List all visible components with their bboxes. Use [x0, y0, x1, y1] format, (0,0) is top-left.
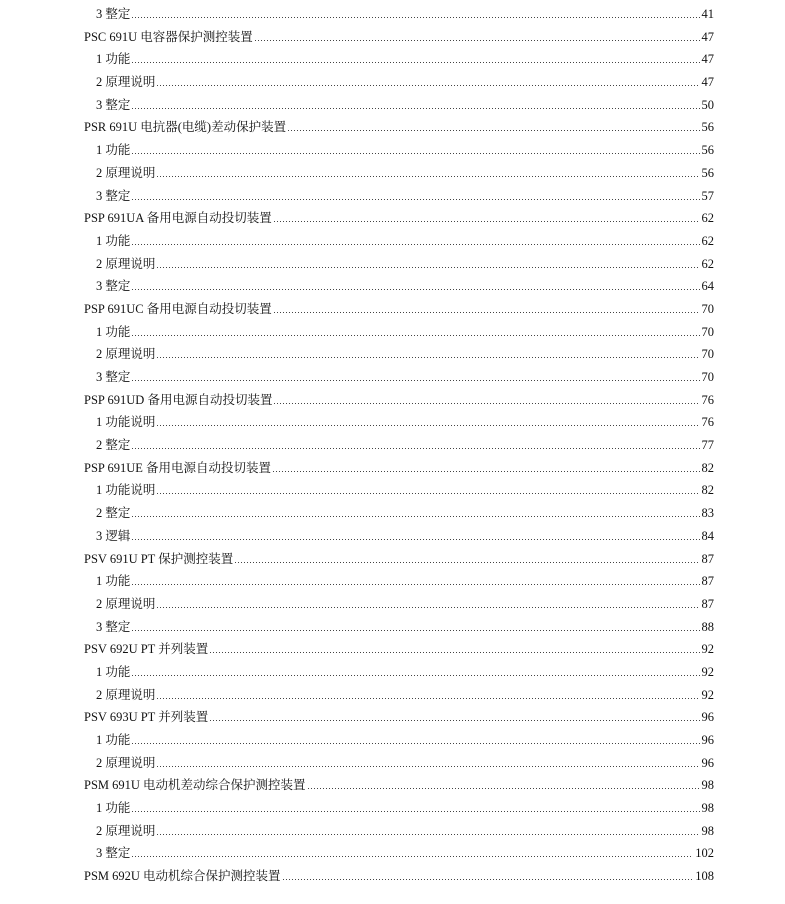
dot-leader: [157, 834, 699, 835]
toc-page-number: 70: [701, 301, 714, 316]
toc-page-number: 87: [701, 596, 714, 611]
toc-subsection-label: 2 整定: [96, 438, 131, 453]
toc-page-number: 96: [701, 710, 714, 725]
toc-page-number: 98: [701, 778, 714, 793]
toc-subsection-entry: [84, 275, 714, 298]
toc-subsection-label: 2 原理说明: [96, 596, 156, 611]
toc-page-number: 70: [701, 347, 714, 362]
dot-leader: [132, 335, 699, 336]
toc-subsection-entry: [84, 729, 714, 752]
toc-page-number: 70: [701, 324, 714, 339]
dot-leader: [132, 516, 699, 517]
toc-section-entry: [84, 548, 714, 571]
dot-leader: [132, 244, 699, 245]
toc-subsection-label: 2 原理说明: [96, 347, 156, 362]
toc-page-number: 87: [701, 551, 714, 566]
toc-subsection-entry: [84, 321, 714, 344]
toc-section-title: PSM 691U 电动机差动综合保护测控装置: [84, 778, 306, 793]
dot-leader: [157, 425, 699, 426]
toc-subsection-label: 3 整定: [96, 188, 131, 203]
toc-subsection-label: 3 整定: [96, 279, 131, 294]
toc-subsection-label: 1 功能: [96, 733, 131, 747]
dot-leader: [132, 380, 699, 381]
toc-subsection-entry: [84, 253, 714, 276]
toc-subsection-entry: [84, 411, 714, 434]
toc-page-number: 108: [695, 869, 714, 884]
dot-leader: [255, 40, 700, 41]
toc-subsection-entry: [84, 752, 714, 775]
dot-leader: [132, 153, 699, 154]
toc-subsection-label: 1 功能: [96, 324, 131, 339]
toc-section-entry: [84, 207, 714, 230]
toc-section-entry: [84, 26, 714, 49]
toc-subsection-entry: [84, 842, 714, 865]
toc-page-number: 92: [701, 664, 714, 679]
toc-subsection-entry: [84, 593, 714, 616]
toc-subsection-entry: [84, 684, 714, 707]
dot-leader: [157, 493, 699, 494]
dot-leader: [283, 879, 694, 880]
dot-leader: [157, 357, 699, 358]
toc-subsection-entry: [84, 525, 714, 548]
toc-section-title: PSC 691U 电容器保护测控装置: [84, 29, 253, 44]
dot-leader: [157, 176, 699, 177]
toc-section-title: PSV 693U PT 并列装置: [84, 710, 209, 725]
toc-subsection-label: 1 功能: [96, 801, 131, 816]
toc-page-number: 76: [701, 392, 714, 407]
toc-page-number: 56: [701, 143, 714, 158]
toc-page-number: 47: [701, 29, 714, 44]
toc-page-number: 82: [701, 460, 714, 475]
toc-subsection-label: 1 功能: [96, 664, 131, 679]
toc-section-title: PSV 692U PT 并列装置: [84, 642, 209, 657]
toc-subsection-entry: [84, 162, 714, 185]
toc-subsection-entry: [84, 479, 714, 502]
toc-section-entry: [84, 457, 714, 480]
toc-page-number: 62: [701, 233, 714, 248]
toc-page-number: 57: [701, 188, 714, 203]
toc-subsection-label: 3 整定: [96, 97, 131, 112]
toc-page-number: 92: [701, 642, 714, 657]
toc-subsection-entry: [84, 820, 714, 843]
toc-subsection-label: 1 功能: [96, 52, 131, 67]
toc-subsection-entry: [84, 616, 714, 639]
toc-subsection-entry: [84, 230, 714, 253]
dot-leader: [132, 811, 699, 812]
toc-section-entry: [84, 865, 714, 888]
toc-page-number: 96: [701, 733, 714, 747]
toc-subsection-label: 2 原理说明: [96, 256, 156, 271]
toc-page-number: 62: [701, 211, 714, 226]
toc-page-number: 83: [701, 506, 714, 521]
dot-leader: [132, 856, 693, 857]
dot-leader: [157, 85, 699, 86]
dot-leader: [288, 130, 699, 131]
toc-subsection-label: 1 功能说明: [96, 415, 156, 430]
dot-leader: [132, 584, 699, 585]
dot-leader: [235, 562, 699, 563]
toc-subsection-label: 1 功能: [96, 143, 131, 158]
dot-leader: [157, 607, 699, 608]
toc-subsection-label: 2 整定: [96, 506, 131, 521]
dot-leader: [273, 471, 699, 472]
toc-subsection-label: 2 原理说明: [96, 75, 156, 90]
toc-subsection-label: 3 整定: [96, 846, 131, 861]
toc-subsection-label: 3 整定: [96, 7, 131, 21]
dot-leader: [157, 698, 699, 699]
toc-page-number: 64: [701, 279, 714, 294]
toc-subsection-label: 1 功能: [96, 574, 131, 589]
toc-page-number: 87: [701, 574, 714, 589]
toc-subsection-label: 1 功能: [96, 233, 131, 248]
toc-section-title: PSP 691UC 备用电源自动投切装置: [84, 301, 272, 316]
toc-page-number: 96: [701, 755, 714, 770]
dot-leader: [132, 17, 699, 18]
toc-subsection-entry: [84, 48, 714, 71]
toc-subsection-label: 2 原理说明: [96, 823, 156, 838]
dot-leader: [132, 539, 699, 540]
toc-page-number: 77: [701, 438, 714, 453]
dot-leader: [132, 199, 699, 200]
toc-page-number: 98: [701, 823, 714, 838]
toc-section-entry: [84, 298, 714, 321]
toc-section-entry: [84, 116, 714, 139]
dot-leader: [308, 788, 700, 789]
toc-section-title: PSP 691UE 备用电源自动投切装置: [84, 460, 272, 475]
toc-page-number: 92: [701, 687, 714, 702]
table-of-contents: [84, 3, 714, 888]
toc-subsection-label: 3 整定: [96, 619, 131, 634]
dot-leader: [132, 675, 699, 676]
toc-section-title: PSP 691UD 备用电源自动投切装置: [84, 392, 273, 407]
toc-section-entry: [84, 706, 714, 729]
toc-page-number: 47: [701, 75, 714, 90]
toc-page-number: 47: [701, 52, 714, 67]
toc-page-number: 62: [701, 256, 714, 271]
toc-page-number: 98: [701, 801, 714, 816]
dot-leader: [274, 312, 700, 313]
toc-section-title: PSM 692U 电动机综合保护测控装置: [84, 869, 281, 884]
toc-subsection-label: 3 整定: [96, 370, 131, 384]
toc-subsection-label: 2 原理说明: [96, 755, 156, 770]
dot-leader: [132, 448, 699, 449]
toc-subsection-entry: [84, 366, 714, 389]
toc-section-entry: [84, 774, 714, 797]
toc-page-number: 76: [701, 415, 714, 430]
toc-page-number: 84: [701, 528, 714, 543]
toc-section-title: PSV 691U PT 保护测控装置: [84, 551, 234, 566]
toc-page-number: 102: [695, 846, 714, 861]
toc-subsection-entry: [84, 661, 714, 684]
toc-subsection-label: 3 逻辑: [96, 528, 131, 543]
toc-section-title: PSR 691U 电抗器(电缆)差动保护装置: [84, 120, 287, 135]
toc-subsection-label: 2 原理说明: [96, 687, 156, 702]
toc-subsection-entry: [84, 797, 714, 820]
toc-page-number: 56: [701, 165, 714, 180]
toc-subsection-label: 2 原理说明: [96, 165, 156, 180]
dot-leader: [132, 108, 699, 109]
toc-subsection-entry: [84, 94, 714, 117]
toc-subsection-entry: [84, 185, 714, 208]
dot-leader: [157, 766, 699, 767]
toc-subsection-entry: [84, 139, 714, 162]
dot-leader: [274, 403, 699, 404]
dot-leader: [210, 652, 699, 653]
dot-leader: [132, 630, 699, 631]
dot-leader: [132, 62, 699, 63]
toc-subsection-label: 1 功能说明: [96, 483, 156, 498]
toc-subsection-entry: [84, 570, 714, 593]
dot-leader: [132, 743, 699, 744]
toc-page-number: 50: [701, 97, 714, 112]
toc-section-title: PSP 691UA 备用电源自动投切装置: [84, 211, 272, 226]
toc-page-number: 82: [701, 483, 714, 498]
toc-section-entry: [84, 389, 714, 412]
toc-subsection-entry: [84, 3, 714, 26]
toc-section-entry: [84, 638, 714, 661]
dot-leader: [274, 221, 700, 222]
toc-page-number: 88: [701, 619, 714, 634]
toc-subsection-entry: [84, 343, 714, 366]
dot-leader: [132, 289, 699, 290]
toc-subsection-entry: [84, 71, 714, 94]
toc-subsection-entry: [84, 434, 714, 457]
toc-page-number: 41: [701, 7, 714, 21]
toc-subsection-entry: [84, 502, 714, 525]
dot-leader: [157, 267, 699, 268]
toc-page-number: 70: [701, 370, 714, 384]
toc-page-number: 56: [701, 120, 714, 135]
dot-leader: [210, 720, 699, 721]
